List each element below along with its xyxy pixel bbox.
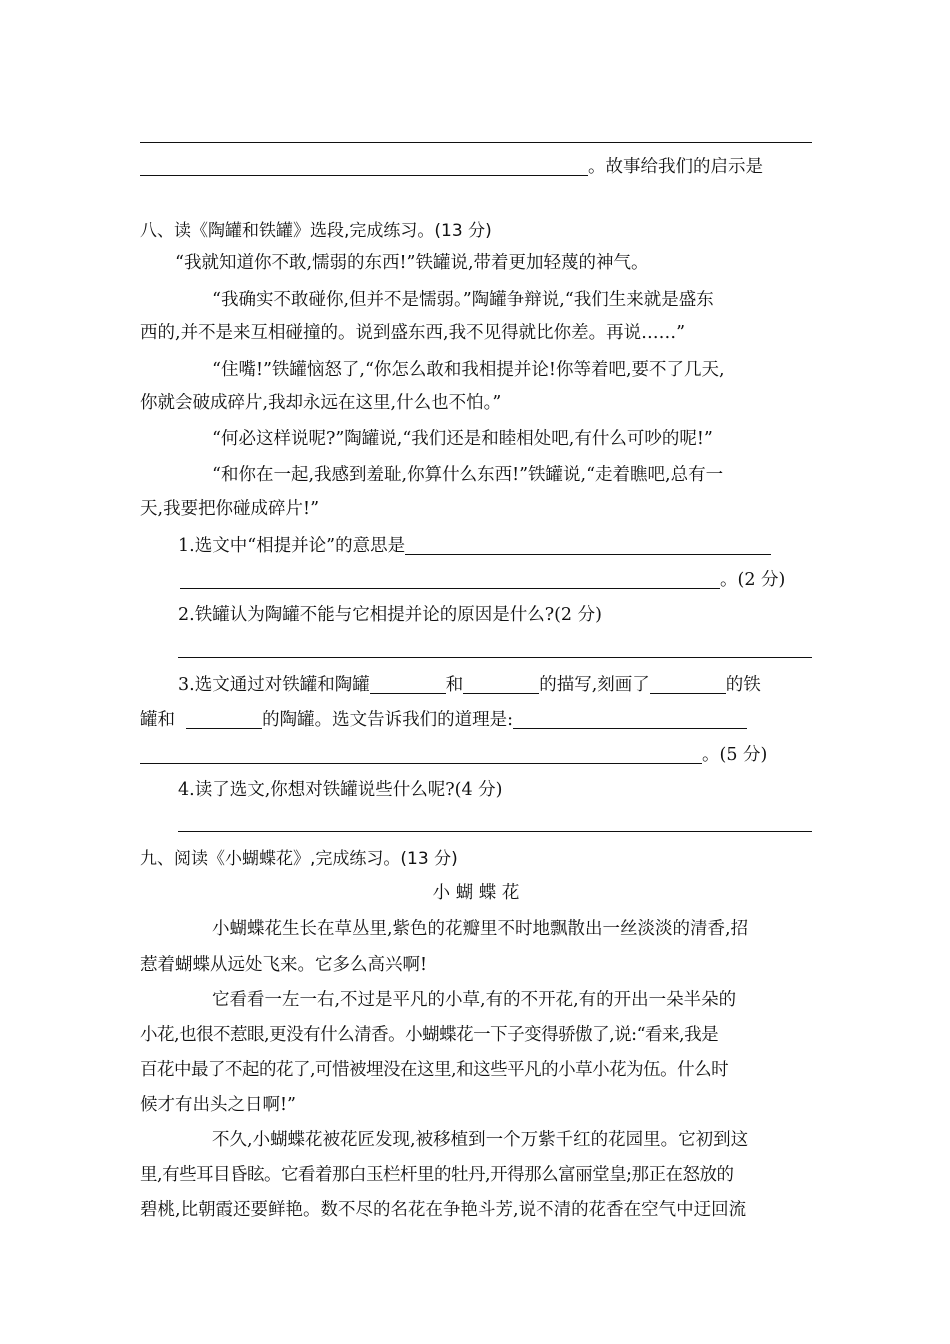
question-1-continued bbox=[180, 563, 812, 597]
passage-line: 西的,并不是来互相碰撞的。说到盛东西,我不见得就比你差。再说……” bbox=[140, 323, 686, 343]
passage-line: “和你在一起,我感到羞耻,你算什么东西!”铁罐说,“走着瞧吧,总有一 bbox=[212, 465, 724, 485]
answer-blank[interactable] bbox=[140, 741, 702, 764]
passage-line: 你就会破成碎片,我却永远在这里,什么也不怕。” bbox=[140, 393, 502, 413]
answer-row bbox=[140, 150, 812, 184]
section-9-title: 九、阅读《小蝴蝶花》,完成练习。(13 分) bbox=[140, 849, 458, 869]
question-text: 3.选文通过对铁罐和陶罐 bbox=[178, 675, 370, 695]
question-text: 的铁 bbox=[725, 675, 761, 695]
passage-line: “我就知道你不敢,懦弱的东西!”铁罐说,带着更加轻蔑的神气。 bbox=[175, 253, 649, 273]
answer-blank[interactable] bbox=[463, 671, 539, 694]
passage-line: 里,有些耳目昏眩。它看着那白玉栏杆里的牡丹,开得那么富丽堂皇;那正在怒放的 bbox=[140, 1165, 734, 1185]
story-title: 小 蝴 蝶 花 bbox=[432, 883, 520, 903]
question-text: 罐和 bbox=[140, 710, 175, 730]
question-3-line-2 bbox=[140, 703, 812, 737]
answer-blank[interactable] bbox=[370, 671, 446, 694]
question-4: 4.读了选文,你想对铁罐说些什么呢?(4 分) bbox=[178, 780, 503, 800]
answer-blank[interactable] bbox=[180, 566, 720, 589]
passage-line: 小花,也很不惹眼,更没有什么清香。小蝴蝶花一下子变得骄傲了,说:“看来,我是 bbox=[140, 1025, 719, 1045]
passage-line: 小蝴蝶花生长在草丛里,紫色的花瓣里不时地飘散出一丝淡淡的清香,招 bbox=[212, 919, 749, 939]
passage-line: 惹着蝴蝶从远处飞来。它多么高兴啊! bbox=[140, 955, 428, 975]
passage-line: 候才有出头之日啊!” bbox=[140, 1095, 296, 1115]
answer-line[interactable] bbox=[178, 831, 812, 832]
passage-line: 天,我要把你碰成碎片!” bbox=[140, 499, 320, 519]
passage-line: 不久,小蝴蝶花被花匠发现,被移植到一个万紫千红的花园里。它初到这 bbox=[212, 1130, 749, 1150]
question-text: 的陶罐。选文告诉我们的道理是: bbox=[262, 710, 514, 730]
passage-line: 百花中最了不起的花了,可惜被埋没在这里,和这些平凡的小草小花为伍。什么时 bbox=[140, 1060, 729, 1080]
question-text: 和 bbox=[445, 675, 464, 695]
question-3-line-3 bbox=[140, 738, 812, 772]
answer-blank[interactable] bbox=[140, 153, 588, 176]
question-3 bbox=[178, 668, 812, 702]
score-text: 。(5 分) bbox=[702, 745, 768, 765]
passage-line: 碧桃,比朝霞还要鲜艳。数不尽的名花在争艳斗芳,说不清的花香在空气中迂回流 bbox=[140, 1200, 747, 1220]
answer-line[interactable] bbox=[178, 657, 812, 658]
passage-line: “我确实不敢碰你,但并不是懦弱。”陶罐争辩说,“我们生来就是盛东 bbox=[212, 290, 714, 310]
passage-line: “何必这样说呢?”陶罐说,“我们还是和睦相处吧,有什么可吵的呢!” bbox=[212, 429, 713, 449]
answer-line[interactable] bbox=[140, 142, 812, 143]
question-1 bbox=[178, 529, 812, 563]
passage-line: “住嘴!”铁罐恼怒了,“你怎么敢和我相提并论!你等着吧,要不了几天, bbox=[212, 360, 725, 380]
section-8-title: 八、读《陶罐和铁罐》选段,完成练习。(13 分) bbox=[140, 221, 492, 241]
passage-line: 它看看一左一右,不过是平凡的小草,有的不开花,有的开出一朵半朵的 bbox=[212, 990, 737, 1010]
prompt-text: 。故事给我们的启示是 bbox=[588, 157, 763, 177]
question-text: 1.选文中“相提并论”的意思是 bbox=[178, 536, 406, 556]
answer-blank[interactable] bbox=[186, 706, 262, 729]
question-text: 的描写,刻画了 bbox=[539, 675, 650, 695]
answer-blank[interactable] bbox=[405, 532, 771, 555]
question-2: 2.铁罐认为陶罐不能与它相提并论的原因是什么?(2 分) bbox=[178, 605, 602, 625]
score-text: 。(2 分) bbox=[720, 570, 786, 590]
answer-blank[interactable] bbox=[650, 671, 726, 694]
answer-blank[interactable] bbox=[513, 706, 747, 729]
